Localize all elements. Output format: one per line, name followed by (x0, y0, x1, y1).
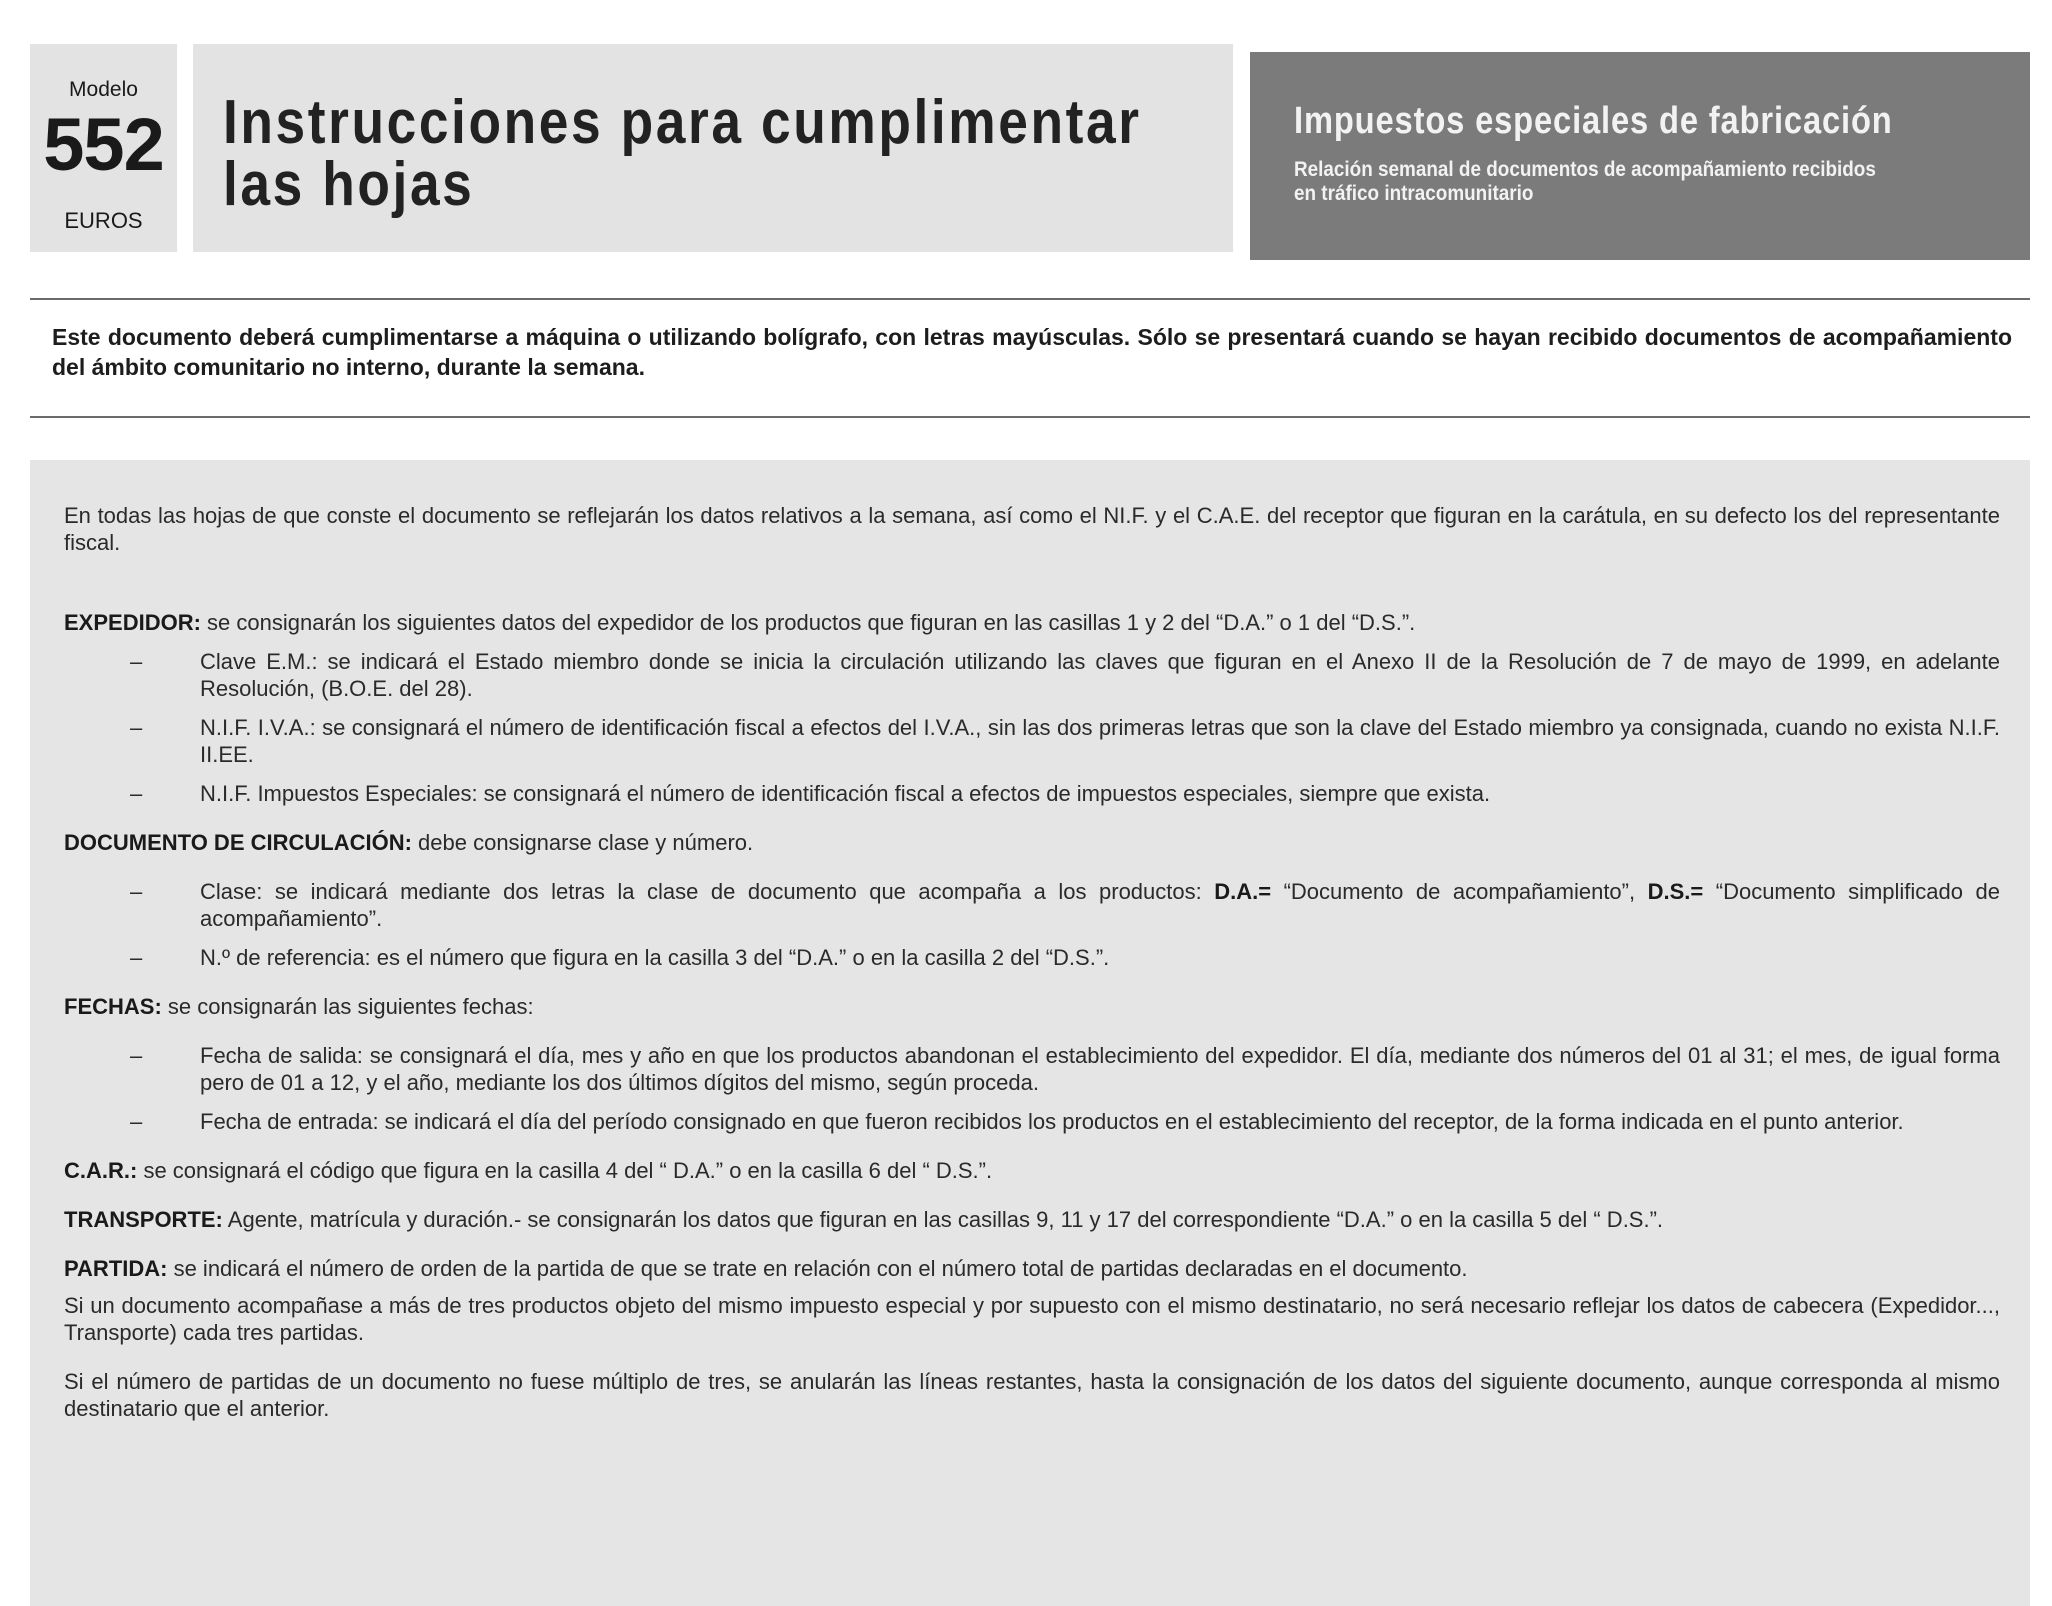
page-title-line-2: las hojas (223, 150, 475, 219)
dash-glyph: – (130, 945, 143, 970)
multiplo-paragraph: Si el número de partidas de un documento no fuese múltiplo de tres, se anularán las líneas restantes, hasta la consignación de los datos del siguiente documento, aunque corresponda al mismo destinatario que el anterior. (64, 1369, 2000, 1421)
section-text: debe consignarse clase y número. (411, 830, 754, 855)
clase-da-label: D.A.= (1214, 879, 1272, 904)
section-transporte (64, 1206, 2000, 1233)
page-title-line-1: Instrucciones para cumplimentar (223, 88, 1142, 157)
list-item (64, 1108, 2000, 1135)
section-heading: FECHAS: (64, 994, 162, 1019)
list-item-text: Clave E.M.: se indicará el Estado miembro donde se inicia la circulación utilizando las claves que figuran en el Anexo II de la Resolución de 7 de mayo de 1999, en adelante Resolución, (B.O.E. del 28). (200, 649, 2000, 701)
list-item (64, 780, 2000, 807)
clase-da-text: “Documento de acompañamiento”, (1271, 879, 1648, 904)
dash-glyph: – (130, 1043, 143, 1068)
list-item-text: Fecha de entrada: se indicará el día del período consignado en que fueron recibidos los productos en el establecimiento del receptor, de la forma indicada en el punto anterior. (200, 1109, 1904, 1134)
divider-bottom (30, 416, 2030, 418)
dash-glyph: – (130, 781, 143, 806)
section-text: se consignarán las siguientes fechas: (161, 994, 534, 1019)
section-documento (64, 829, 2000, 856)
section-heading: DOCUMENTO DE CIRCULACIÓN: (64, 830, 412, 855)
list-item (64, 878, 2000, 932)
dash-glyph: – (130, 1109, 143, 1134)
page-title (223, 88, 1142, 219)
list-item (64, 648, 2000, 702)
clase-ds-text: “Documento simplificado de acompañamiento”. (200, 879, 2000, 931)
currency-label: EUROS (64, 208, 143, 233)
instructions-content (64, 502, 2000, 1422)
title-box (193, 44, 1233, 252)
list-item-text: N.I.F. I.V.A.: se consignará el número de identificación fiscal a efectos del I.V.A., sin las dos primeras letras que son la clave del Estado miembro ya consignada, cuando no exista N.I.F. II.EE. (200, 715, 2000, 767)
tax-subtitle-line-1: Relación semanal de documentos de acompañamiento recibidos (1294, 158, 1876, 181)
dash-glyph: – (130, 649, 143, 674)
model-label: Modelo (69, 78, 138, 101)
section-text: se consignarán los siguientes datos del expedidor de los productos que figuran en las casillas 1 y 2 del “D.A.” o 1 del “D.S.”. (200, 610, 1416, 635)
model-number: 552 (43, 103, 164, 186)
section-text: se consignará el código que figura en la casilla 4 del “ D.A.” o en la casilla 6 del “ D.S.”. (137, 1158, 993, 1183)
tax-box (1250, 52, 2030, 260)
section-heading: EXPEDIDOR: (64, 610, 201, 635)
list-item-text: Clase: se indicará mediante dos letras la clase de documento que acompaña a los productos: (200, 879, 1215, 904)
list-item-text: N.º de referencia: es el número que figura en la casilla 3 del “D.A.” o en la casilla 2 del “D.S.”. (200, 945, 1110, 970)
model-box (30, 44, 177, 252)
tax-subtitle (1294, 158, 1960, 206)
list-item-text: N.I.F. Impuestos Especiales: se consignará el número de identificación fiscal a efectos de impuestos especiales, siempre que exista. (200, 781, 1491, 806)
section-car (64, 1157, 2000, 1184)
clase-ds-label: D.S.= (1647, 879, 1704, 904)
section-fechas (64, 993, 2000, 1020)
section-text: Agente, matrícula y duración.- se consignarán los datos que figuran en las casillas 9, 11 y 17 del correspondiente “D.A.” o en la casilla 5 del “ D.S.”. (222, 1207, 1664, 1232)
section-heading: TRANSPORTE: (64, 1207, 223, 1232)
tax-subtitle-line-2: en tráfico intracomunitario (1294, 182, 1534, 205)
list-item (64, 944, 2000, 971)
section-heading: PARTIDA: (64, 1256, 168, 1281)
dash-glyph: – (130, 715, 143, 740)
section-expedidor (64, 609, 2000, 636)
section-partida (64, 1255, 2000, 1282)
divider-top (30, 298, 2030, 300)
list-item (64, 1042, 2000, 1096)
list-item (64, 714, 2000, 768)
section-text: se indicará el número de orden de la partida de que se trate en relación con el número total de partidas declaradas en el documento. (167, 1256, 1468, 1281)
list-item-text: Fecha de salida: se consignará el día, mes y año en que los productos abandonan el establecimiento del expedidor. El día, mediante dos números del 01 al 31; el mes, de igual forma pero de 01 a 12, y el año, mediante los dos últimos dígitos del mismo, según proceda. (200, 1043, 2000, 1095)
dash-glyph: – (130, 879, 143, 904)
section-heading: C.A.R.: (64, 1158, 138, 1183)
tres-productos-paragraph: Si un documento acompañase a más de tres productos objeto del mismo impuesto especial y por supuesto con el mismo destinatario, no será necesario reflejar los datos de cabecera (Expedidor..., Transporte) cada tres partidas. (64, 1293, 2000, 1345)
general-paragraph: En todas las hojas de que conste el documento se reflejarán los datos relativos a la semana, así como el NI.F. y el C.A.E. del receptor que figuran en la carátula, en su defecto los del representante fiscal. (64, 503, 2000, 555)
tax-title: Impuestos especiales de fabricación (1294, 100, 1893, 142)
intro-paragraph: Este documento deberá cumplimentarse a máquina o utilizando bolígrafo, con letras mayúsculas. Sólo se presentará cuando se hayan recibido documentos de acompañamiento del ámbito comunitario no interno, durante la semana. (52, 324, 2012, 380)
instructions-panel (30, 460, 2030, 1606)
